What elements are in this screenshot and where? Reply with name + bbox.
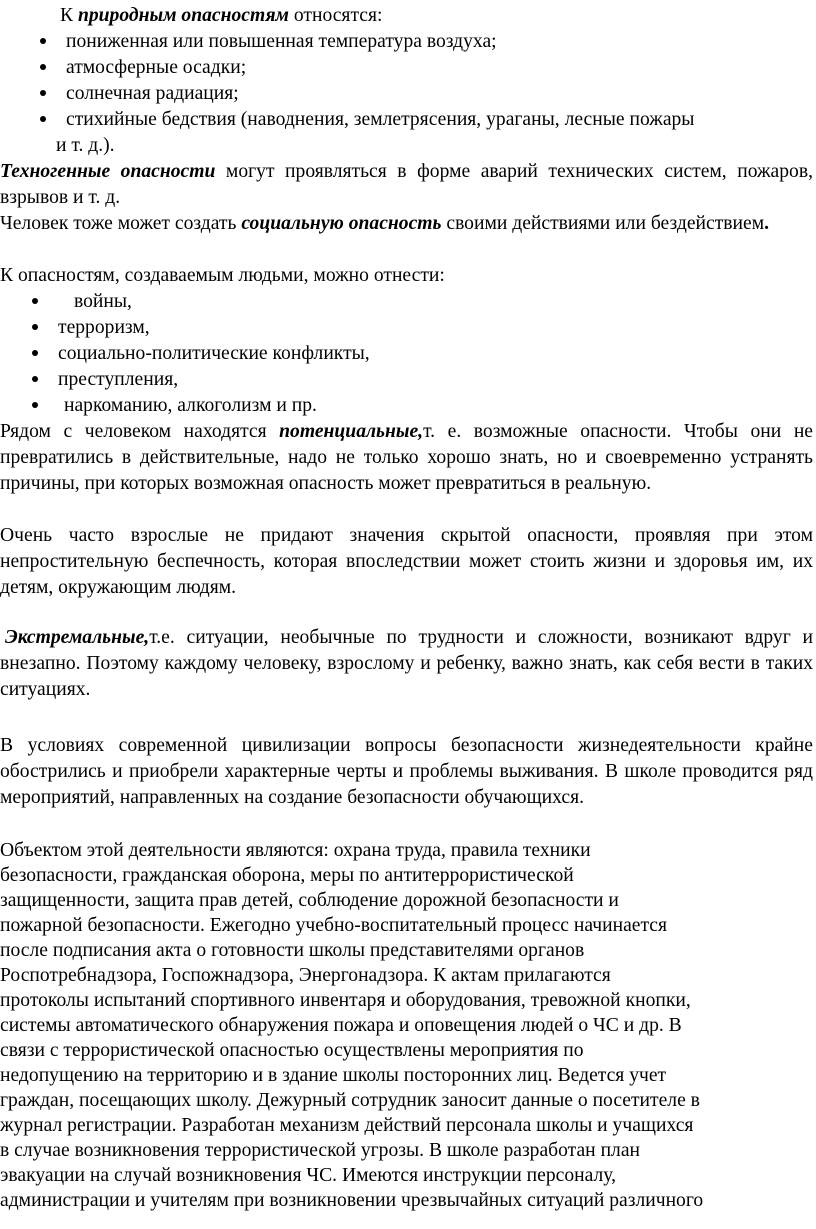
list-item	[58, 289, 370, 315]
text-line: Объектом этой деятельности являются: охрана труда, правила техники	[0, 840, 591, 861]
text-line: протоколы испытаний спортивного инвентаря и оборудования, тревожной кнопки,	[0, 990, 691, 1011]
intro-prefix: К	[60, 5, 78, 26]
social-end: .	[764, 213, 770, 234]
bullet-icon	[32, 376, 38, 382]
list-item-text: солнечная радиация;	[66, 83, 239, 104]
text-line: недопущению на территорию и в здание школы посторонних лиц. Ведется учет	[0, 1065, 667, 1086]
text-line: эвакуации на случай возникновения ЧС. Имеются инструкции персоналу,	[0, 1165, 617, 1186]
list-item-text: войны,	[74, 291, 132, 312]
natural-hazards-term: природным опасностям	[77, 5, 289, 26]
civilization-paragraph: В условиях современной цивилизации вопросы безопасности жизнедеятельности крайне обострились и приобрели характерные черты и проблемы выживания. В школе проводится ряд мероприятий, направленных на создание безопасности обучающихся.	[0, 735, 813, 808]
extreme-paragraph	[0, 625, 813, 703]
list-item	[58, 393, 370, 419]
text-line: безопасности, гражданская оборона, меры по антитеррористической	[0, 865, 574, 886]
list-item-text: наркоманию, алкоголизм и пр.	[64, 395, 317, 416]
list-item-continuation	[56, 133, 694, 159]
list-item	[58, 367, 370, 393]
text-line: системы автоматического обнаружения пожара и оповещения людей о ЧС и др. В	[0, 1015, 682, 1036]
human-hazards-intro: К опасностям, создаваемым людьми, можно отнести:	[0, 265, 445, 286]
potential-paragraph	[0, 419, 813, 497]
text-line: пожарной безопасности. Ежегодно учебно-воспитательный процесс начинается	[0, 915, 667, 936]
extreme-text: т.е. ситуации, необычные по трудности и сложности, возникают вдруг и внезапно. Поэтому каждому человеку, взрослому и ребенку, важно знать, как себя вести в таких ситуациях.	[0, 627, 813, 700]
text-line: администрации и учителям при возникновении чрезвычайных ситуаций различного	[0, 1190, 704, 1211]
list-item	[58, 341, 370, 367]
list-item	[58, 315, 370, 341]
list-item	[66, 81, 694, 107]
list-item	[66, 107, 694, 133]
intro-suffix: относятся:	[288, 5, 383, 26]
list-item-text: пониженная или повышенная температура воздуха;	[66, 31, 497, 52]
text-line: в случае возникновения террористической угрозы. В школе разработан план	[0, 1140, 641, 1161]
bullet-icon	[40, 90, 46, 96]
potential-text: т. е. возможные опасности. Чтобы они не превратились в действительные, надо не только хорошо знать, но и своевременно устранять причины, при которых возможная опасность может превратиться в реальную.	[0, 421, 813, 494]
list-item-text: социально-политические конфликты,	[58, 343, 370, 364]
bullet-icon	[32, 298, 38, 304]
technogenic-term: Техногенные опасности	[0, 161, 216, 182]
natural-hazards-list	[56, 29, 695, 159]
extreme-term: Экстремальные,	[5, 627, 150, 648]
bullet-icon	[40, 116, 46, 122]
social-prefix: Человек тоже может создать	[0, 213, 242, 234]
list-item-text: преступления,	[58, 369, 179, 390]
list-item-text: стихийные бедствия (наводнения, землетрясения, ураганы, лесные пожары	[66, 109, 695, 130]
bullet-icon	[32, 350, 38, 356]
text-line: граждан, посещающих школу. Дежурный сотрудник заносит данные о посетителе в	[0, 1090, 700, 1111]
adults-paragraph: Очень часто взрослые не придают значения скрытой опасности, проявляя при этом непростительную беспечность, которая впоследствии может стоить жизни и здоровья им, их детям, окружающим людям.	[0, 525, 813, 598]
list-item-text: атмосферные осадки;	[66, 57, 247, 78]
potential-term: потенциальные,	[279, 421, 424, 442]
bullet-icon	[32, 402, 38, 408]
social-paragraph	[0, 211, 813, 237]
potential-prefix: Рядом с человеком находятся	[0, 421, 280, 442]
list-item-text: терроризм,	[58, 317, 150, 338]
activity-object-paragraph	[0, 838, 813, 1213]
bullet-icon	[32, 324, 38, 330]
text-line: журнал регистрации. Разработан механизм действий персонала школы и учащихся	[0, 1115, 694, 1136]
text-line: Роспотребнадзора, Госпожнадзора, Энергонадзора. К актам прилагаются	[0, 965, 611, 986]
intro-line	[0, 3, 816, 29]
human-hazards-list	[58, 289, 370, 419]
technogenic-paragraph	[0, 159, 813, 211]
text-line: связи с террористической опасностью осуществлены мероприятия по	[0, 1040, 584, 1061]
bullet-icon	[40, 38, 46, 44]
text-line: после подписания акта о готовности школы представителями органов	[0, 940, 585, 961]
technogenic-text: могут проявляться в форме аварий технических систем, пожаров, взрывов и т. д.	[0, 161, 814, 208]
social-text: своими действиями или бездействием	[441, 213, 765, 234]
bullet-icon	[40, 64, 46, 70]
text-line: защищенности, защита прав детей, соблюдение дорожной безопасности и	[0, 890, 619, 911]
list-item	[66, 29, 694, 55]
list-item	[66, 55, 694, 81]
social-term: социальную опасность	[241, 213, 442, 234]
list-item-text: и т. д.).	[56, 135, 115, 156]
